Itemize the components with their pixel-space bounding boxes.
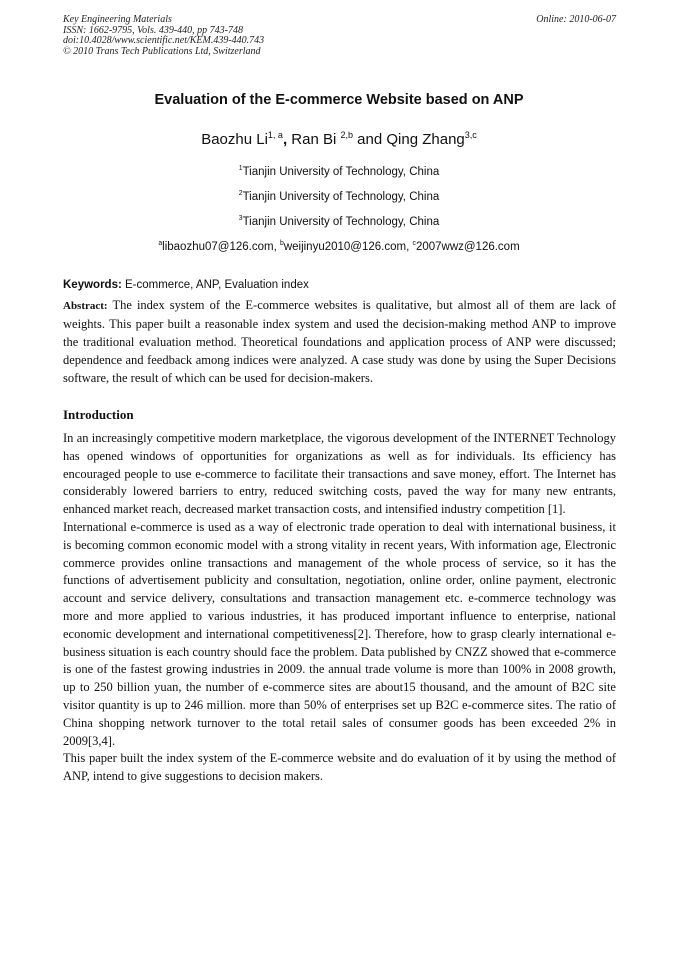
email-sup: a — [158, 240, 163, 248]
email-link[interactable]: weijinyu2010@126.com, — [283, 241, 413, 253]
paragraph: International e-commerce is used as a way of electronic trade operation to deal with international business, it is becoming common economic model with a strong vitality in recent years, With information age, Electronic commerce provides online transactions and management of the whole process of service, so it has the functions of advertisement publicity and consultation, negotiation, online order, online payment, electronic account and service delivery, consultations and transaction management etc. e-commerce technology was more and more applied to various industries, it has produced important influence to enterprise, national economic development and international competitiveness[2]. Therefore, how to grasp clearly international e-business situation is each country should face the problem. Data published by CNZZ showed that e-commerce is one of the fastest growing industries in 2009. the annual trade volume is more than 100% in 2008 growth, up to 250 billion yuan, the number of e-commerce sites are about15 thousand, and the amount of B2C site visitor quantity is up to 246 million. more than 50% of enterprises set up B2C e-commerce sites. The ratio of China shopping network turnover to the total retail sales of consumer goods has been exceeded 2% in 2009[3,4]. — [63, 519, 616, 748]
author-separator: and — [353, 131, 387, 148]
online-date: Online: 2010-06-07 — [536, 14, 616, 25]
paragraph: In an increasingly competitive modern marketplace, the vigorous development of the INTERNET Technology has opened windows of opportunities for organizations as well as for individuals. Its efficiency has encouraged people to use e-commerce to facilitate their transactions and save money, effort. The Internet has considerably lowered barriers to entry, reduced switching costs, paved the way for many new entrants, enhanced market reach, decreased market transaction costs, and intensified industry competition [1]. — [63, 431, 616, 517]
email-sup: c — [412, 240, 416, 248]
author-list — [0, 131, 678, 148]
author-sup: 1, a — [267, 130, 283, 140]
email-link[interactable]: libaozhu07@126.com, — [162, 241, 280, 253]
affiliation — [0, 166, 678, 178]
author-name: Qing Zhang — [386, 131, 465, 148]
author-name: Ran Bi — [291, 131, 341, 148]
affiliation — [0, 191, 678, 203]
email-sup: b — [279, 240, 284, 248]
affiliation-sup: 3 — [238, 215, 243, 223]
journal-name: Key Engineering Materials — [63, 14, 172, 25]
section-heading-introduction: Introduction — [63, 407, 134, 422]
affiliation-sup: 2 — [238, 190, 243, 198]
email-link[interactable]: 2007wwz@126.com — [415, 241, 520, 253]
affiliation-sup: 1 — [238, 165, 243, 173]
author-sup: 3,c — [464, 130, 477, 140]
affiliation-text: Tianjin University of Technology, China — [242, 216, 440, 228]
doi-line[interactable]: doi:10.4028/www.scientific.net/KEM.439-440.743 — [63, 35, 265, 46]
abstract-text: The index system of the E-commerce websites is qualitative, but almost all of them are lack of weights. This paper built a reasonable index system and used the decision-making method ANP to improve the traditional evaluation method. Theoretical foundations and application process of ANP were discussed; dependence and feedback among indices were analyzed. A case study was done by using the Super Decisions software, the result of which can be used for decision-makers. — [63, 298, 616, 385]
affiliation — [0, 216, 678, 228]
author-emails — [0, 241, 678, 253]
affiliation-text: Tianjin University of Technology, China — [242, 191, 440, 203]
affiliation-text: Tianjin University of Technology, China — [242, 166, 440, 178]
keywords-text: E-commerce, ANP, Evaluation index — [121, 279, 309, 291]
author-name: Baozhu Li — [201, 131, 268, 148]
keywords — [63, 279, 616, 291]
journal-header — [63, 15, 616, 57]
abstract — [63, 296, 616, 387]
keywords-label: Keywords: — [63, 279, 122, 291]
author-separator: , — [282, 131, 292, 148]
paper-title: Evaluation of the E-commerce Website based on ANP — [154, 92, 524, 108]
issn-line: ISSN: 1662-9795, Vols. 439-440, pp 743-748 — [63, 24, 243, 36]
abstract-label: Abstract: — [63, 300, 108, 312]
introduction-body — [63, 430, 616, 786]
paragraph: This paper built the index system of the E-commerce website and do evaluation of it by using the method of ANP, intend to give suggestions to decision makers. — [63, 751, 616, 784]
copyright-line: © 2010 Trans Tech Publications Ltd, Switzerland — [63, 45, 261, 57]
author-sup: 2,b — [340, 130, 353, 140]
